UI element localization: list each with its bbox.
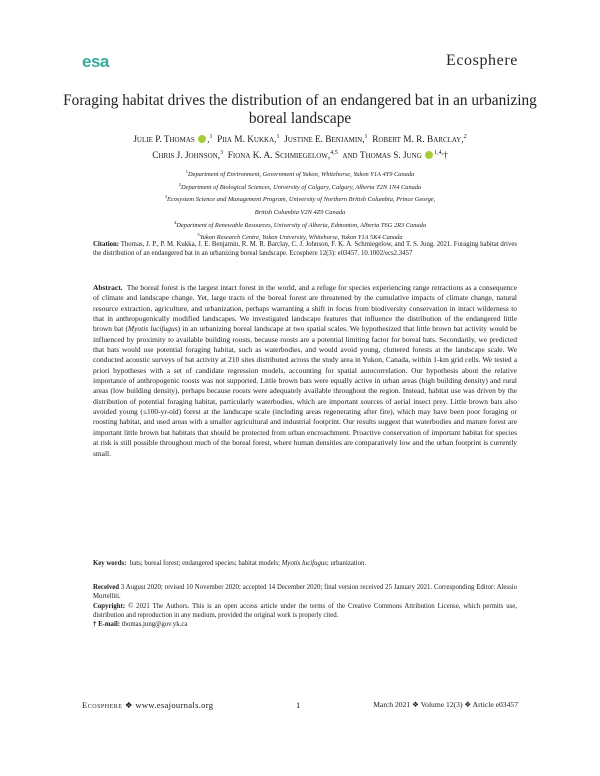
diamond-icon: ❖ [124, 700, 133, 710]
citation [93, 240, 517, 259]
copyright-label: Copyright: [93, 602, 126, 610]
author-separator: , [207, 135, 210, 146]
footer-issue-info: March 2021 ❖ Volume 12(3) ❖ Article e03457 [373, 700, 518, 709]
affiliation-line: $^1$Department of Environment, Government of Yukon, Whitehorse, Yukon Y1A 4Y9 Canada [185, 169, 415, 179]
journal-url-link[interactable]: www.esajournals.org [135, 700, 214, 710]
author-name: Robert M. R. Barclay, [372, 135, 464, 146]
article-history: Received 3 August 2020; revised 10 November 2020; accepted 14 December 2020; final version received 25 January 2021. Corresponding Editor: Alessio Mortelliti. Copyright: © 2021 The Authors. This is an open access article under the terms of the Creative Commons Attribution License, which permits use, distribution and reproduction in any medium, provided the original work is properly cited. † E-mail: thomas.jung@gov.yk.ca [93, 584, 518, 629]
affiliation-line: $^2$Department of Biological Sciences, University of Calgary, Calgary, Alberta T2N 1N4 Canada [178, 181, 422, 191]
citation-label: Citation: [93, 241, 120, 248]
abstract-label: Abstract. [93, 283, 123, 292]
affiliation-line: $^3$Ecosystem Science and Management Program, University of Northern British Columbia, Prince George, [164, 194, 436, 204]
author-affiliation-ref: 4,5 [330, 149, 338, 156]
footer-journal: Ecosphere ❖ www.esajournals.org [82, 700, 214, 710]
keywords-label: Key words: [93, 560, 127, 567]
email-link[interactable]: thomas.jung@gov.yk.ca [121, 621, 188, 629]
affiliations [60, 167, 540, 243]
paper-title: Foraging habitat drives the distribution of an endangered bat in an urbanizing boreal landscape [63, 92, 537, 127]
corresponding-dagger: † [443, 150, 448, 161]
author-affiliation-ref: 1 [364, 134, 368, 140]
author-affiliation-ref: 2 [463, 134, 467, 140]
author-name: Julie P. Thomas [133, 135, 195, 146]
abstract-text: The boreal forest is the largest intact forest in the world, and a refuge for species experiencing range retractions as a consequence of climate and landscape change. Yet, large tracts of the boreal forest are threatened by the cumulative impacts of climate change, natural resource extraction, agriculture, and urbanization, perhaps warranting a shift in focus from biodiversity conservation in intact wilderness to that in anthropogenically modified landscapes. We investigated landscape features that influence the distribution of the endangered little brown bat ( [93, 283, 517, 334]
affiliation-line: British Columbia V2N 4Z9 Canada [254, 209, 346, 216]
affiliation-line: $^4$Department of Renewable Resources, University of Alberta, Edmonton, Alberta T6G 2R3 Canada [173, 219, 427, 229]
esa-logo: esa [82, 52, 109, 71]
email-label: † E-mail: [93, 621, 120, 629]
author-affiliation-ref: 1,4, [434, 149, 444, 156]
author-name: Thomas S. Jung [359, 150, 422, 161]
author-affiliation-ref: 1 [209, 134, 213, 140]
author-name: Fiona K. A. Schmiegelow, [227, 150, 331, 161]
author-affiliation-ref: 3 [220, 149, 224, 156]
abstract [93, 283, 517, 459]
keywords: Key words: bats; boreal forest; endangered species; habitat models; Myotis lucifugus; urbanization. [93, 560, 367, 567]
page-number: 1 [296, 700, 301, 710]
author-name: Chris J. Johnson, [152, 150, 221, 161]
affiliation-line: $^5$Yukon Research Centre, Yukon University, Whitehorse, Yukon Y1A 5K4 Canada [197, 232, 403, 242]
author-list [60, 131, 540, 162]
author-affiliation-ref: 1 [276, 134, 280, 140]
received-label: Received [93, 584, 120, 591]
author-conjunction: and [342, 150, 358, 161]
orcid-icon[interactable] [198, 135, 206, 143]
citation-text: Thomas, J. P., P. M. Kukka, J. E. Benjamin, R. M. R. Barclay, C. J. Johnson, F. K. A. Schmiegelow, and T. S. Jung. 2021. Foraging habitat drives the distribution of an endangered bat in an urbanizing boreal landscape. Ecosphere 12(3): e03457. 10.1002/ecs2.3457 [93, 241, 518, 258]
author-name: Justine E. Benjamin, [284, 135, 365, 146]
species-name: Myotis lucifugus [127, 324, 178, 334]
journal-name-header: Ecosphere [445, 52, 518, 69]
orcid-icon[interactable] [425, 151, 433, 159]
author-name: Piia M. Kukka, [217, 135, 277, 146]
abstract-text: ) in an urbanizing boreal landscape at two spatial scales. We hypothesized that little brown bat activity would be influenced by proximity to available building roosts, because roosts are a potential limiting factor for boreal bats. Secondarily, we predicted that bats would use potential foraging habitat, such as waterbodies, and would avoid young, cluttered forests at the landscape scale. We conducted acoustic surveys of bat activity at 210 sites distributed across the study area in Yukon, Canada, within 1-km grid cells. We tested a priori hypotheses with a set of candidate regression models, accounting for spatial autocorrelation. Our hypothesis about the relative importance of anthropogenic roosts was not supported. Little brown bats were equally active in urban areas (high building density) and rural areas (low building density), perhaps because roosts were adequately available throughout the region. Instead, habitat use was driven by the distribution of potential foraging habitat, particularly waterbodies, which are important sources of aerial insect prey. Little brown bats also avoided young (≤100-yr-old) forest at the landscape scale (including areas regenerating after fire), which may have been poor foraging or roosting habitat, and used areas with a smaller agricultural and industrial footprint. Our results suggest that waterbodies and mature forest are important little brown bat habitats that should be protected from urban encroachment. Proactive conservation of important habitat for species at risk is still possible throughout much of the boreal forest, where human densities are comparatively low and the urban footprint is currently small. [93, 324, 517, 458]
